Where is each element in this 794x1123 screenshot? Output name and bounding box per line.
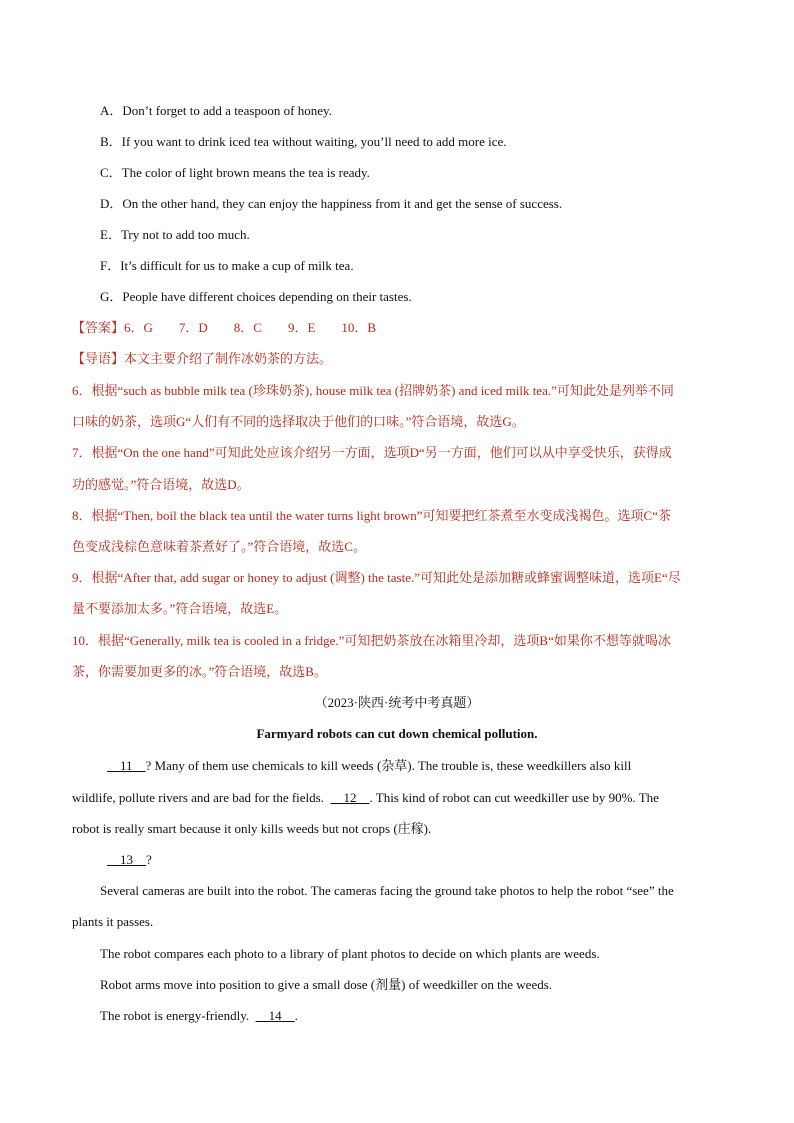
passage-cameras-line-2: plants it passes. <box>72 914 154 929</box>
passage-paragraph-1-line-3: robot is really smart because it only kills weeds but not crops (庄稼). <box>72 821 432 836</box>
option-c: C．The color of light brown means the tea is ready. <box>100 165 370 180</box>
passage-paragraph-1-line-2: wildlife, pollute rivers and are bad for the fields. 12 . This kind of robot can cut weedkiller use by 90%. The <box>72 790 659 805</box>
answer-line: 【答案】6．G 7．D 8．C 9．E 10．B <box>72 320 377 335</box>
explanation-9-line-2: 量不要添加太多。”符合语境，故选E。 <box>72 601 288 616</box>
option-f: F．It’s difficult for us to make a cup of milk tea. <box>100 258 354 273</box>
blank-14[interactable]: 14 <box>268 1008 282 1023</box>
option-a: A．Don’t forget to add a teaspoon of honey. <box>100 103 332 118</box>
blank-11[interactable]: 11 <box>120 758 133 773</box>
guide-line: 【导语】本文主要介绍了制作冰奶茶的方法。 <box>72 351 333 366</box>
explanation-8-line-2: 色变成浅棕色意味着茶煮好了。”符合语境，故选C。 <box>72 539 366 554</box>
explanation-10-line-2: 茶，你需要加更多的冰。”符合语境，故选B。 <box>72 664 327 679</box>
option-e: E．Try not to add too much. <box>100 227 250 242</box>
explanation-9-line-1: 9．根据“After that, add sugar or honey to adjust (调整) the taste.”可知此处是添加糖或蜂蜜调整味道，选项E“尽 <box>72 570 681 585</box>
explanation-10-line-1: 10．根据“Generally, milk tea is cooled in a fridge.”可知把奶茶放在冰箱里冷却，选项B“如果你不想等就喝冰 <box>72 633 671 648</box>
passage-question-13: 13 ? <box>107 852 152 868</box>
passage-paragraph-1: 11 ? Many of them use chemicals to kill weeds (杂草). The trouble is, these weedkillers also kill <box>107 758 631 774</box>
passage-energy: The robot is energy-friendly. 14 . <box>100 1008 298 1023</box>
question-source: （2023·陕西·统考中考真题） <box>314 695 480 710</box>
passage-cameras-line-1: Several cameras are built into the robot. The cameras facing the ground take photos to help the robot “see” the <box>100 883 674 898</box>
explanation-7-line-2: 功的感觉。”符合语境，故选D。 <box>72 477 250 492</box>
blank-13[interactable]: 13 <box>120 852 133 867</box>
passage-arms: Robot arms move into position to give a small dose (剂量) of weedkiller on the weeds. <box>100 977 553 992</box>
option-g: G．People have different choices depending on their tastes. <box>100 289 412 304</box>
passage-title: Farmyard robots can cut down chemical pollution. <box>256 726 538 741</box>
passage-compare: The robot compares each photo to a library of plant photos to decide on which plants are weeds. <box>100 946 600 961</box>
explanation-8-line-1: 8．根据“Then, boil the black tea until the water turns light brown”可知要把红茶煮至水变成浅褐色。选项C“茶 <box>72 508 671 523</box>
blank-12[interactable]: 12 <box>343 790 357 805</box>
option-d: D．On the other hand, they can enjoy the happiness from it and get the sense of success. <box>100 196 563 211</box>
option-b: B．If you want to drink iced tea without waiting, you’ll need to add more ice. <box>100 134 507 149</box>
explanation-6-line-2: 口味的奶茶，选项G“人们有不同的选择取决于他们的口味。”符合语境，故选G。 <box>72 414 525 429</box>
explanation-7-line-1: 7．根据“On the one hand”可知此处应该介绍另一方面，选项D“另一方面，他们可以从中享受快乐，获得成 <box>72 445 672 460</box>
explanation-6-line-1: 6．根据“such as bubble milk tea (珍珠奶茶), house milk tea (招牌奶茶) and iced milk tea.”可知此处是列举不同 <box>72 383 674 398</box>
